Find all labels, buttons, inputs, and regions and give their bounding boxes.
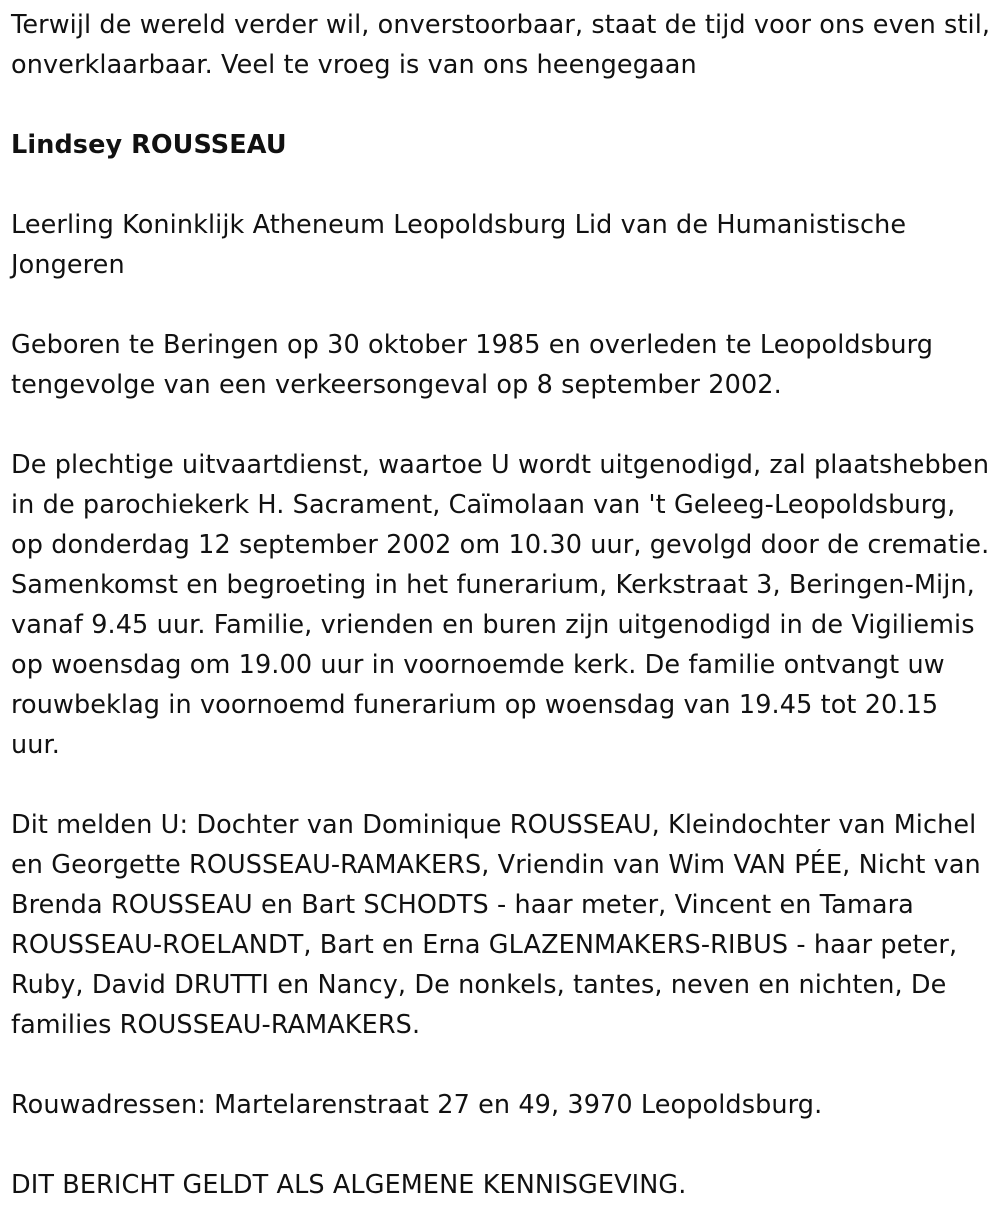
deceased-name: Lindsey ROUSSEAU	[11, 130, 287, 160]
condolence-address: Rouwadressen: Martelarenstraat 27 en 49, 3970 Leopoldsburg.	[11, 1090, 823, 1120]
family-paragraph: Dit melden U: Dochter van Dominique ROUSSEAU, Kleindochter van Michel en Georgette ROUSSEAU-RAMAKERS, Vriendin van Wim VAN PÉE, Nicht van Brenda ROUSSEAU en Bart SCHODTS - haar meter, Vincent en Tamara ROUSSEAU-ROELANDT, Bart en Erna GLAZENMAKERS-RIBUS - haar peter, Ruby, David DRUTTI en Nancy, De nonkels, tantes, neven en nichten, De families ROUSSEAU-RAMAKERS.	[11, 810, 981, 1040]
intro-paragraph: Terwijl de wereld verder wil, onverstoorbaar, staat de tijd voor ons even stil, onverklaarbaar. Veel te vroeg is van ons heengegaan	[11, 10, 991, 80]
obituary-document	[11, 0, 993, 1205]
birth-death-paragraph: Geboren te Beringen op 30 oktober 1985 en overleden te Leopoldsburg tengevolge van een verkeersongeval op 8 september 2002.	[11, 330, 934, 400]
general-notice: DIT BERICHT GELDT ALS ALGEMENE KENNISGEVING.	[11, 1170, 687, 1200]
funeral-service-paragraph: De plechtige uitvaartdienst, waartoe U wordt uitgenodigd, zal plaatshebben in de parochiekerk H. Sacrament, Caïmolaan van 't Geleeg-Leopoldsburg, op donderdag 12 september 2002 om 10.30 uur, gevolgd door de crematie. Samenkomst en begroeting in het funerarium, Kerkstraat 3, Beringen-Mijn, vanaf 9.45 uur. Familie, vrienden en buren zijn uitgenodigd in de Vigiliemis op woensdag om 19.00 uur in voornoemde kerk. De familie ontvangt uw rouwbeklag in voornoemd funerarium op woensdag van 19.45 tot 20.15 uur.	[11, 450, 990, 760]
role-paragraph: Leerling Koninklijk Atheneum Leopoldsburg Lid van de Humanistische Jongeren	[11, 210, 907, 280]
